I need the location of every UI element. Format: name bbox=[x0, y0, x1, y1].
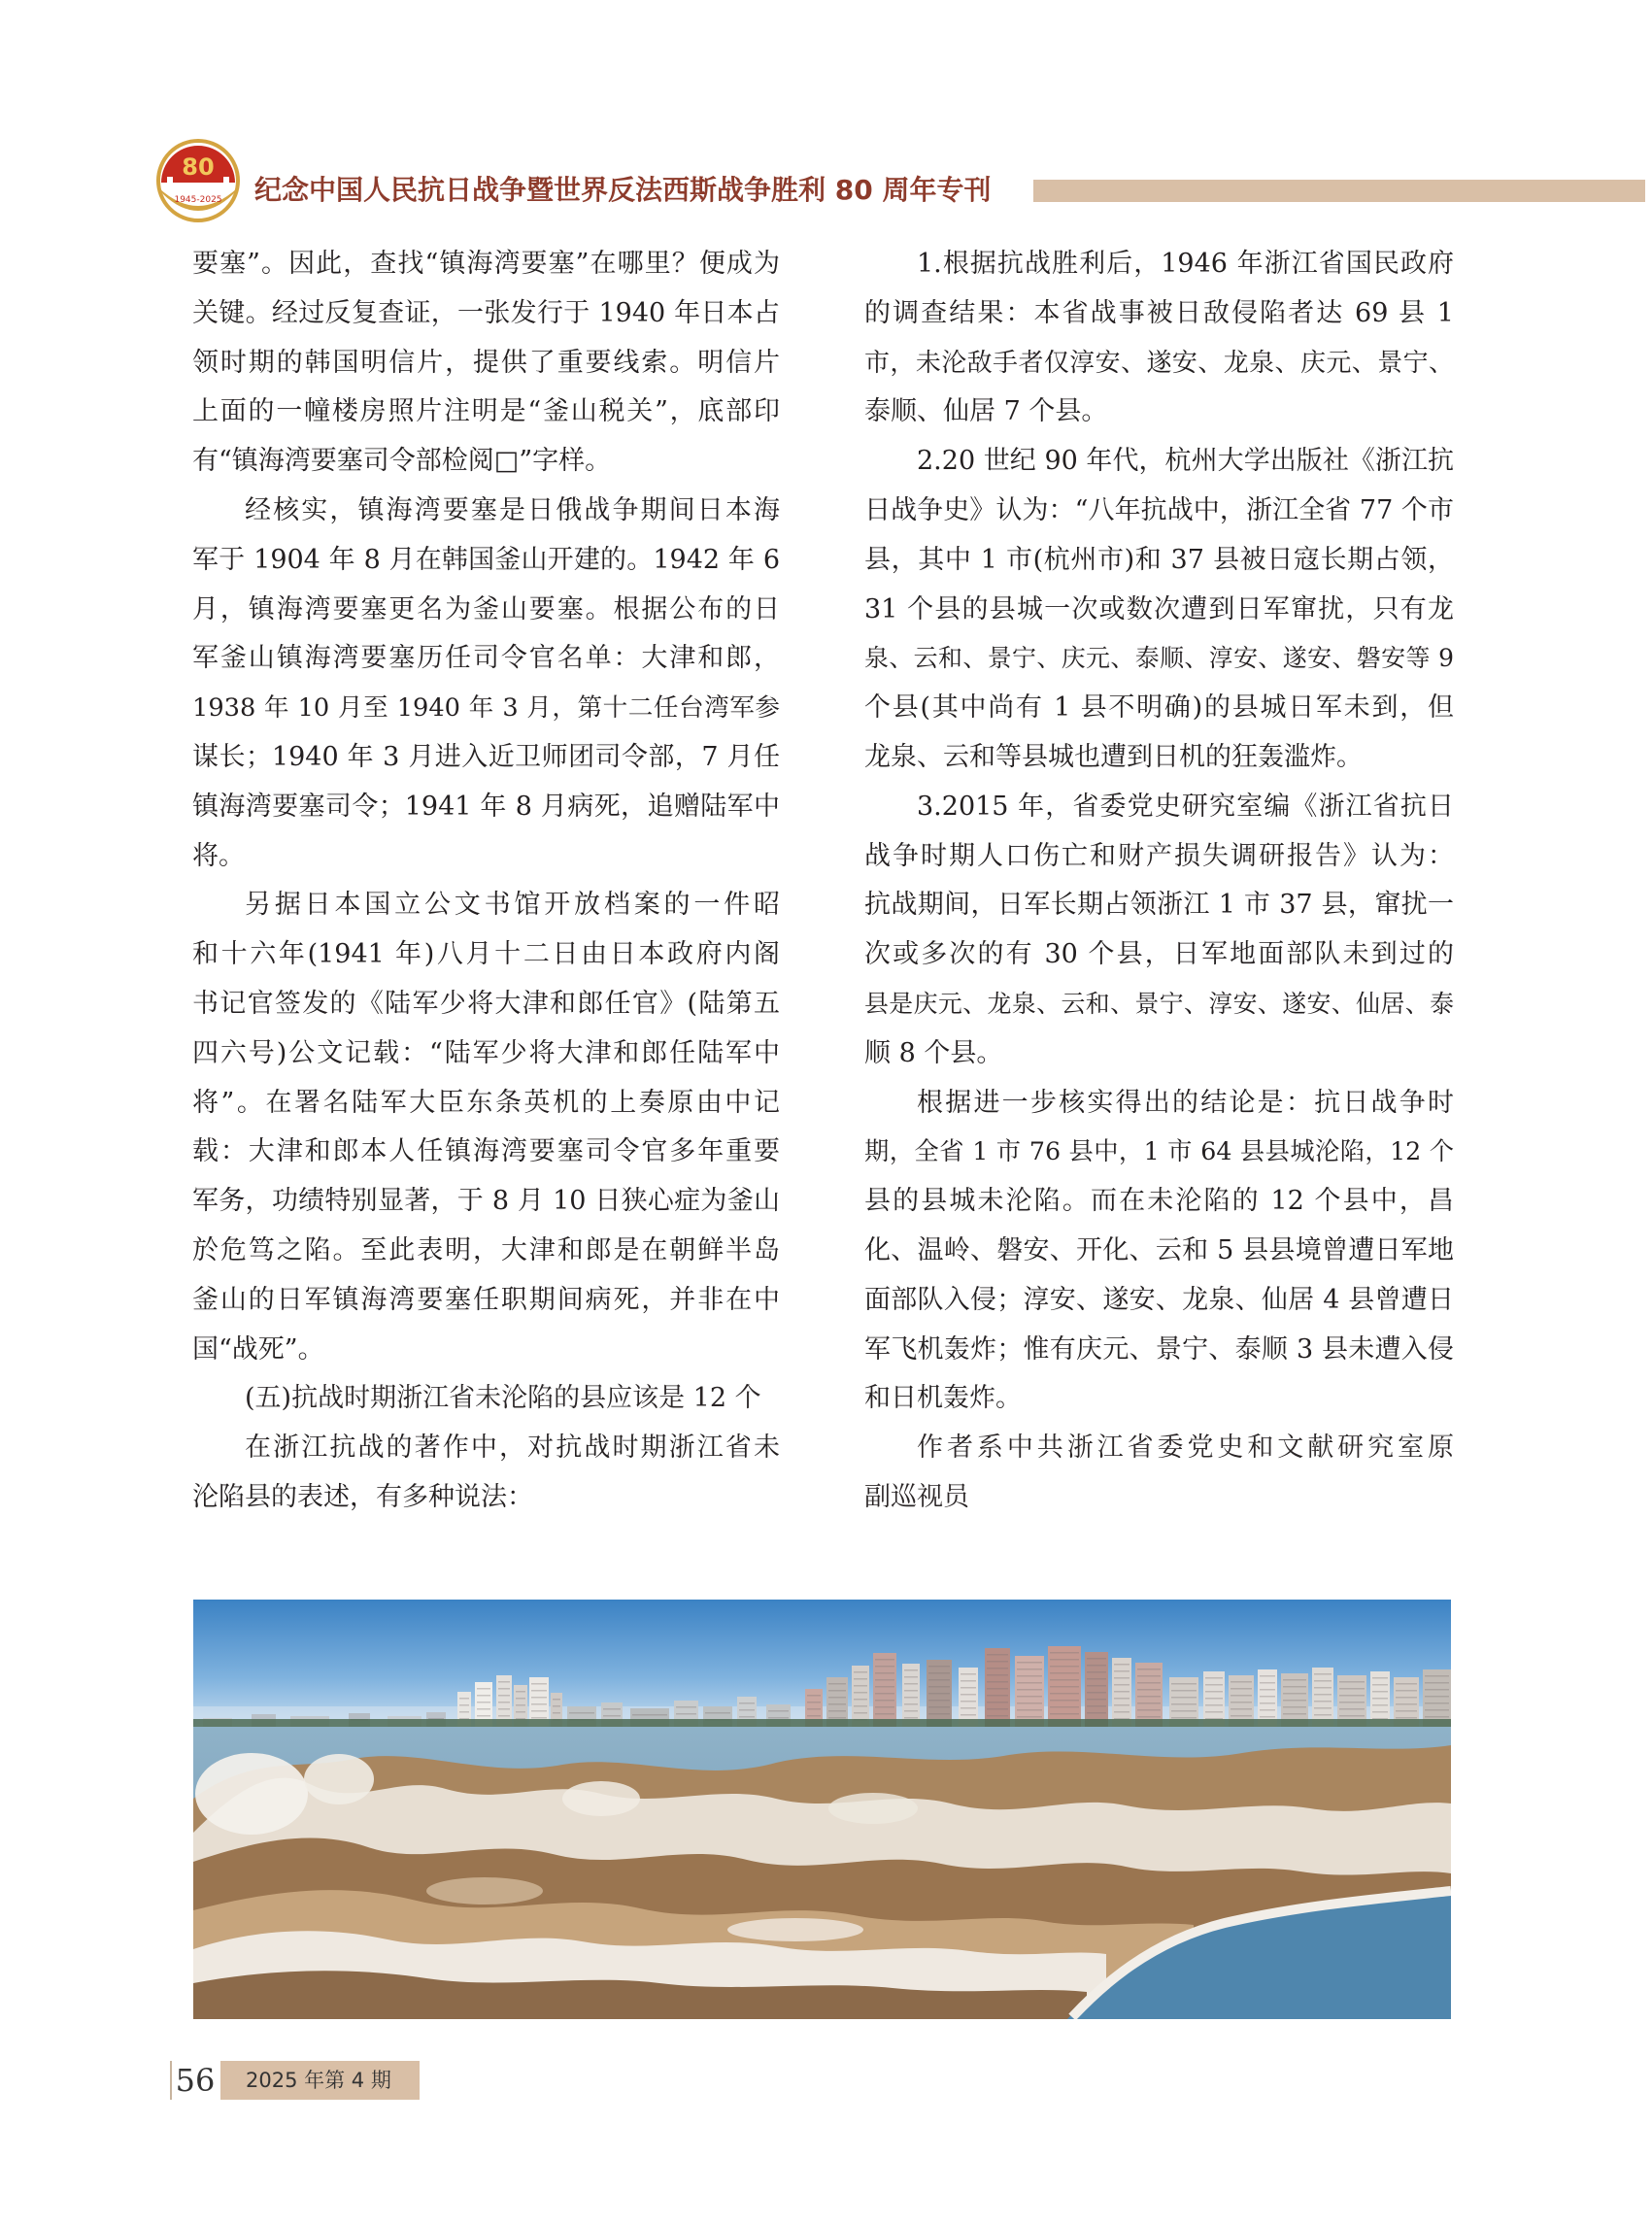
window-row bbox=[987, 1654, 1008, 1656]
window-row bbox=[987, 1715, 1008, 1717]
text-line: 3.2015 年，省委党史研究室编《浙江省抗日 bbox=[917, 791, 1454, 822]
window-row bbox=[1260, 1702, 1275, 1704]
text-line: 沦陷县的表述，有多种说法： bbox=[192, 1481, 533, 1512]
window-row bbox=[477, 1702, 490, 1703]
window-row bbox=[553, 1705, 560, 1707]
page-number: 56 bbox=[170, 2061, 219, 2100]
window-row bbox=[1339, 1681, 1365, 1683]
text-line: 有“镇海湾要塞司令部检阅□”字样。 bbox=[192, 446, 612, 477]
window-row bbox=[1017, 1682, 1042, 1684]
window-row bbox=[1205, 1698, 1223, 1700]
window-row bbox=[498, 1715, 510, 1717]
paragraph bbox=[192, 881, 780, 1374]
text-line: 抗战期间，日军长期占领浙江 1 市 37 县，窜扰一 bbox=[864, 890, 1454, 921]
text-line: 关键。经过反复查证，一张发行于 1940 年日本占 bbox=[192, 297, 780, 328]
window-row bbox=[531, 1717, 547, 1719]
window-row bbox=[1372, 1698, 1388, 1700]
window-row bbox=[875, 1659, 894, 1661]
window-row bbox=[1396, 1710, 1417, 1712]
window-row bbox=[1114, 1664, 1129, 1666]
text-line: 上面的一幢楼房照片注明是“釜山税关”，底部印 bbox=[192, 396, 780, 427]
window-row bbox=[928, 1679, 950, 1681]
window-row bbox=[1396, 1717, 1417, 1719]
window-row bbox=[531, 1703, 547, 1705]
paragraph bbox=[864, 783, 1454, 1079]
building bbox=[1135, 1663, 1163, 1728]
window-row bbox=[1372, 1691, 1388, 1693]
window-row bbox=[498, 1681, 510, 1683]
text-line: 县的县城未沦陷。而在未沦陷的 12 个县中，昌 bbox=[864, 1186, 1454, 1217]
paragraph bbox=[864, 1079, 1454, 1425]
window-row bbox=[1050, 1679, 1079, 1681]
window-row bbox=[1137, 1675, 1161, 1677]
window-row bbox=[498, 1695, 510, 1697]
window-row bbox=[854, 1678, 867, 1680]
text-line: 书记官签发的《陆军少将大津和郎任官》(陆第五 bbox=[192, 988, 780, 1019]
text-line: 顺 8 个县。 bbox=[864, 1037, 1003, 1068]
window-row bbox=[904, 1683, 918, 1685]
splash bbox=[195, 1753, 308, 1835]
window-row bbox=[1260, 1716, 1275, 1718]
window-row bbox=[987, 1661, 1008, 1663]
window-row bbox=[1231, 1708, 1252, 1710]
logo-number: 80 bbox=[182, 153, 215, 181]
window-row bbox=[1231, 1681, 1252, 1683]
splash bbox=[562, 1781, 640, 1816]
window-row bbox=[739, 1702, 755, 1704]
window-row bbox=[1205, 1677, 1223, 1679]
window-row bbox=[1114, 1704, 1129, 1706]
special-issue-title: 纪念中国人民抗日战争暨世界反法西斯战争胜利 80 周年专刊 bbox=[254, 174, 992, 206]
window-row bbox=[928, 1693, 950, 1695]
window-row bbox=[904, 1697, 918, 1699]
window-row bbox=[676, 1706, 696, 1708]
window-row bbox=[961, 1714, 976, 1716]
window-row bbox=[1314, 1707, 1332, 1709]
building bbox=[959, 1668, 978, 1728]
window-row bbox=[928, 1666, 950, 1668]
window-row bbox=[1260, 1709, 1275, 1711]
window-row bbox=[516, 1691, 525, 1693]
text-line: 次或多次的有 30 个县，日军地面部队未到过的 bbox=[864, 939, 1454, 970]
window-row bbox=[1050, 1706, 1079, 1708]
text-line: 於危笃之陷。至此表明，大津和郎是在朝鲜半岛 bbox=[192, 1234, 780, 1265]
window-row bbox=[987, 1681, 1008, 1683]
text-line: 期，全省 1 市 76 县中，1 市 64 县县城沦陷，12 个 bbox=[864, 1137, 1454, 1166]
window-row bbox=[1087, 1692, 1106, 1694]
window-row bbox=[1017, 1689, 1042, 1691]
text-line: 日战争史》认为：“八年抗战中，浙江全省 77 个市 bbox=[864, 494, 1454, 525]
window-row bbox=[828, 1697, 846, 1699]
window-row bbox=[807, 1702, 821, 1703]
window-row bbox=[1017, 1675, 1042, 1677]
window-row bbox=[603, 1715, 621, 1717]
window-row bbox=[1339, 1695, 1365, 1697]
window-row bbox=[1050, 1659, 1079, 1661]
header-band bbox=[1033, 180, 1645, 202]
window-row bbox=[1050, 1693, 1079, 1695]
window-row bbox=[1231, 1695, 1252, 1697]
window-row bbox=[1050, 1700, 1079, 1702]
window-row bbox=[739, 1709, 755, 1711]
building bbox=[1085, 1652, 1108, 1728]
window-row bbox=[1314, 1680, 1332, 1682]
text-line: 根据进一步核实得出的结论是：抗日战争时 bbox=[917, 1087, 1454, 1118]
window-row bbox=[1017, 1669, 1042, 1670]
window-row bbox=[875, 1700, 894, 1702]
left-column bbox=[192, 240, 780, 1523]
window-row bbox=[553, 1699, 560, 1701]
window-row bbox=[1283, 1693, 1306, 1695]
window-row bbox=[477, 1695, 490, 1697]
window-row bbox=[553, 1712, 560, 1714]
window-row bbox=[1372, 1684, 1388, 1686]
window-row bbox=[1171, 1690, 1197, 1692]
window-row bbox=[828, 1683, 846, 1685]
issue-label: 2025 年第 4 期 bbox=[220, 2061, 420, 2100]
window-row bbox=[928, 1713, 950, 1715]
text-line: 月，镇海湾要塞更名为釜山要塞。根据公布的日 bbox=[192, 593, 780, 624]
window-row bbox=[961, 1707, 976, 1709]
window-row bbox=[1087, 1699, 1106, 1701]
window-row bbox=[875, 1693, 894, 1695]
window-row bbox=[1283, 1706, 1306, 1708]
author-line: 副巡视员 bbox=[864, 1481, 969, 1512]
window-row bbox=[459, 1704, 469, 1706]
window-row bbox=[1137, 1709, 1161, 1711]
text-line: 军务，功绩特别显著，于 8 月 10 日狭心症为釜山 bbox=[192, 1186, 780, 1217]
text-line: 要塞”。因此，查找“镇海湾要塞”在哪里？便成为 bbox=[192, 249, 780, 279]
window-row bbox=[459, 1711, 469, 1713]
window-row bbox=[1087, 1671, 1106, 1673]
window-row bbox=[854, 1692, 867, 1694]
window-row bbox=[807, 1695, 821, 1697]
window-row bbox=[961, 1680, 976, 1682]
window-row bbox=[1114, 1670, 1129, 1672]
text-line: 县是庆元、龙泉、云和、景宁、淳安、遂安、仙居、泰 bbox=[864, 989, 1454, 1018]
window-row bbox=[1283, 1713, 1306, 1715]
window-row bbox=[1050, 1666, 1079, 1668]
window-row bbox=[531, 1683, 547, 1685]
text-line: 军于 1904 年 8 月在韩国釜山开建的。1942 年 6 bbox=[192, 544, 780, 575]
window-row bbox=[1050, 1652, 1079, 1654]
window-row bbox=[459, 1698, 469, 1700]
paragraph bbox=[192, 487, 780, 881]
window-row bbox=[904, 1703, 918, 1705]
window-row bbox=[1231, 1688, 1252, 1690]
window-row bbox=[875, 1672, 894, 1674]
text-line: 面部队入侵；淳安、遂安、龙泉、仙居 4 县曾遭日 bbox=[864, 1284, 1454, 1315]
text-line: 泉、云和、景宁、庆元、泰顺、淳安、遂安、磐安等 9 bbox=[864, 644, 1454, 673]
window-row bbox=[1137, 1669, 1161, 1670]
window-row bbox=[603, 1708, 621, 1710]
window-row bbox=[1087, 1712, 1106, 1714]
window-row bbox=[1314, 1694, 1332, 1696]
building bbox=[873, 1653, 896, 1728]
qiantang-tide-photo bbox=[193, 1600, 1451, 2019]
window-row bbox=[807, 1715, 821, 1717]
splash bbox=[304, 1754, 374, 1804]
window-row bbox=[1231, 1715, 1252, 1717]
window-row bbox=[1372, 1711, 1388, 1713]
window-row bbox=[1137, 1702, 1161, 1704]
window-row bbox=[632, 1714, 667, 1716]
window-row bbox=[1339, 1702, 1365, 1703]
tree-line bbox=[193, 1719, 1451, 1728]
splash bbox=[828, 1793, 918, 1824]
author-line: 作者系中共浙江省委党史和文献研究室原 bbox=[917, 1433, 1454, 1464]
window-row bbox=[1017, 1716, 1042, 1718]
window-row bbox=[1314, 1714, 1332, 1716]
text-line: 泰顺、仙居 7 个县。 bbox=[864, 396, 1108, 427]
window-row bbox=[1137, 1716, 1161, 1718]
window-row bbox=[1396, 1683, 1417, 1685]
text-line: 龙泉、云和等县城也遭到日机的狂轰滥炸。 bbox=[864, 741, 1363, 772]
window-row bbox=[1205, 1711, 1223, 1713]
window-row bbox=[1260, 1682, 1275, 1684]
window-row bbox=[961, 1687, 976, 1689]
text-line: 军釜山镇海湾要塞历任司令官名单：大津和郎， bbox=[192, 643, 780, 674]
window-row bbox=[1396, 1703, 1417, 1705]
window-row bbox=[531, 1697, 547, 1699]
window-row bbox=[854, 1712, 867, 1714]
heading-line: (五)抗战时期浙江省未沦陷的县应该是 12 个 bbox=[245, 1383, 761, 1414]
building bbox=[852, 1666, 869, 1728]
window-row bbox=[1314, 1673, 1332, 1675]
paragraph bbox=[192, 1424, 780, 1523]
window-row bbox=[987, 1708, 1008, 1710]
window-row bbox=[928, 1686, 950, 1688]
text-line: 军飞机轰炸；惟有庆元、景宁、泰顺 3 县未遭入侵 bbox=[864, 1333, 1454, 1365]
window-row bbox=[1050, 1713, 1079, 1715]
window-row bbox=[1114, 1698, 1129, 1700]
window-row bbox=[1114, 1691, 1129, 1693]
window-row bbox=[1114, 1711, 1129, 1713]
window-row bbox=[1017, 1702, 1042, 1704]
window-row bbox=[1050, 1686, 1079, 1688]
window-row bbox=[1314, 1687, 1332, 1689]
window-row bbox=[768, 1717, 789, 1719]
window-row bbox=[1372, 1704, 1388, 1706]
window-row bbox=[705, 1712, 730, 1714]
window-row bbox=[1171, 1710, 1197, 1712]
window-row bbox=[987, 1688, 1008, 1690]
text-line: 将。 bbox=[192, 840, 245, 871]
section-heading bbox=[192, 1374, 780, 1424]
window-row bbox=[531, 1710, 547, 1712]
window-row bbox=[904, 1690, 918, 1692]
window-row bbox=[516, 1711, 525, 1713]
window-row bbox=[961, 1701, 976, 1702]
window-row bbox=[1314, 1701, 1332, 1702]
window-row bbox=[1205, 1704, 1223, 1706]
text-line: 的调查结果：本省战事被日敌侵陷者达 69 县 1 bbox=[864, 297, 1454, 328]
window-row bbox=[477, 1715, 490, 1717]
window-row bbox=[987, 1702, 1008, 1703]
window-row bbox=[1114, 1677, 1129, 1679]
text-line: 2.20 世纪 90 年代，杭州大学出版社《浙江抗 bbox=[917, 446, 1454, 477]
window-row bbox=[1017, 1662, 1042, 1664]
window-row bbox=[676, 1713, 696, 1715]
window-row bbox=[1137, 1682, 1161, 1684]
window-row bbox=[807, 1708, 821, 1710]
window-row bbox=[1137, 1696, 1161, 1698]
window-row bbox=[875, 1666, 894, 1668]
window-row bbox=[1087, 1705, 1106, 1707]
window-row bbox=[1205, 1684, 1223, 1686]
window-row bbox=[1396, 1690, 1417, 1692]
window-row bbox=[1425, 1696, 1449, 1698]
window-row bbox=[1260, 1696, 1275, 1698]
window-row bbox=[904, 1717, 918, 1719]
window-row bbox=[904, 1669, 918, 1671]
building bbox=[1312, 1668, 1333, 1728]
text-line: 领时期的韩国明信片，提供了重要线索。明信片 bbox=[192, 347, 780, 378]
window-row bbox=[1425, 1716, 1449, 1718]
window-row bbox=[1087, 1665, 1106, 1667]
window-row bbox=[1231, 1702, 1252, 1703]
window-row bbox=[928, 1706, 950, 1708]
window-row bbox=[828, 1690, 846, 1692]
text-line: 谋长；1940 年 3 月进入近卫师团司令部，7 月任 bbox=[192, 741, 780, 772]
text-line: 和十六年(1941 年)八月十二日由日本政府内阁 bbox=[192, 939, 780, 970]
window-row bbox=[1339, 1708, 1365, 1710]
window-row bbox=[1137, 1689, 1161, 1691]
paragraph bbox=[864, 437, 1454, 783]
author-note bbox=[864, 1424, 1454, 1523]
tidal-waves bbox=[193, 1745, 1451, 2019]
window-row bbox=[875, 1713, 894, 1715]
window-row bbox=[1017, 1709, 1042, 1711]
text-line: 另据日本国立公文书馆开放档案的一件昭 bbox=[245, 890, 780, 921]
window-row bbox=[961, 1673, 976, 1675]
window-row bbox=[1396, 1697, 1417, 1699]
window-row bbox=[1425, 1689, 1449, 1691]
window-row bbox=[516, 1704, 525, 1706]
window-row bbox=[1260, 1689, 1275, 1691]
splash bbox=[727, 1918, 863, 1941]
window-row bbox=[1283, 1700, 1306, 1702]
window-row bbox=[1425, 1675, 1449, 1677]
window-row bbox=[1372, 1677, 1388, 1679]
text-line: 个县(其中尚有 1 县不明确)的县城日军未到，但 bbox=[864, 692, 1454, 724]
text-line: 市，未沦敌手者仅淳安、遂安、龙泉、庆元、景宁、 bbox=[864, 348, 1454, 378]
window-row bbox=[1087, 1658, 1106, 1660]
text-line: 县，其中 1 市(杭州市)和 37 县被日寇长期占领， bbox=[864, 544, 1454, 575]
window-row bbox=[569, 1712, 594, 1714]
window-row bbox=[1283, 1686, 1306, 1688]
window-row bbox=[854, 1699, 867, 1701]
building bbox=[1112, 1658, 1131, 1728]
text-line: 载：大津和郎本人任镇海湾要塞司令官多年重要 bbox=[192, 1136, 780, 1167]
window-row bbox=[828, 1710, 846, 1712]
right-column bbox=[864, 240, 1454, 1523]
window-row bbox=[1087, 1685, 1106, 1687]
text-line: 31 个县的县城一次或数次遭到日军窜扰，只有龙 bbox=[864, 593, 1454, 624]
window-row bbox=[1260, 1675, 1275, 1677]
window-row bbox=[854, 1671, 867, 1673]
window-row bbox=[928, 1700, 950, 1702]
window-row bbox=[1050, 1672, 1079, 1674]
window-row bbox=[1171, 1683, 1197, 1685]
text-line: 在浙江抗战的著作中，对抗战时期浙江省未 bbox=[245, 1433, 780, 1464]
window-row bbox=[961, 1694, 976, 1696]
anniversary-logo bbox=[146, 134, 251, 223]
window-row bbox=[987, 1695, 1008, 1697]
window-row bbox=[498, 1708, 510, 1710]
window-row bbox=[828, 1717, 846, 1719]
window-row bbox=[875, 1706, 894, 1708]
window-row bbox=[1205, 1691, 1223, 1693]
window-row bbox=[987, 1674, 1008, 1676]
window-row bbox=[854, 1685, 867, 1687]
window-row bbox=[1283, 1679, 1306, 1681]
paragraph bbox=[192, 240, 780, 487]
text-line: 化、温岭、磐安、开化、云和 5 县县境曾遭日军地 bbox=[864, 1234, 1454, 1265]
window-row bbox=[904, 1676, 918, 1678]
text-line: 1938 年 10 月至 1940 年 3 月，第十二任台湾军参 bbox=[192, 693, 780, 724]
window-row bbox=[1425, 1709, 1449, 1711]
text-line: 釜山的日军镇海湾要塞任职期间病死，并非在中 bbox=[192, 1284, 780, 1315]
window-row bbox=[531, 1690, 547, 1692]
window-row bbox=[875, 1679, 894, 1681]
text-line: 经核实，镇海湾要塞是日俄战争期间日本海 bbox=[245, 494, 780, 525]
window-row bbox=[1425, 1702, 1449, 1704]
window-row bbox=[1171, 1703, 1197, 1705]
window-row bbox=[477, 1688, 490, 1690]
window-row bbox=[1171, 1697, 1197, 1699]
window-row bbox=[498, 1702, 510, 1703]
window-row bbox=[928, 1672, 950, 1674]
text-line: 四六号)公文记载：“陆军少将大津和郎任陆军中 bbox=[192, 1037, 780, 1068]
window-row bbox=[1425, 1682, 1449, 1684]
text-line: 和日机轰炸。 bbox=[864, 1383, 1022, 1414]
splash bbox=[426, 1877, 543, 1905]
window-row bbox=[854, 1705, 867, 1707]
window-row bbox=[987, 1668, 1008, 1669]
window-row bbox=[1087, 1678, 1106, 1680]
window-row bbox=[516, 1698, 525, 1700]
logo-years: 1945-2025 bbox=[174, 195, 222, 205]
photo-canvas bbox=[193, 1600, 1451, 2019]
window-row bbox=[1017, 1696, 1042, 1698]
window-row bbox=[739, 1716, 755, 1718]
text-line: 镇海湾要塞司令；1941 年 8 月病死，追赠陆军中 bbox=[192, 791, 780, 822]
text-line: 国“战死”。 bbox=[192, 1333, 324, 1365]
window-row bbox=[875, 1686, 894, 1688]
window-row bbox=[477, 1708, 490, 1710]
paragraph bbox=[864, 240, 1454, 437]
window-row bbox=[828, 1703, 846, 1705]
text-line: 战争时期人口伤亡和财产损失调研报告》认为： bbox=[864, 840, 1454, 871]
window-row bbox=[1114, 1684, 1129, 1686]
window-row bbox=[768, 1710, 789, 1712]
window-row bbox=[1339, 1715, 1365, 1717]
window-row bbox=[498, 1688, 510, 1690]
text-line: 将”。在署名陆军大臣东条英机的上奏原由中记 bbox=[192, 1087, 780, 1118]
text-line: 1.根据抗战胜利后，1946 年浙江省国民政府 bbox=[917, 249, 1454, 279]
window-row bbox=[1339, 1688, 1365, 1690]
window-row bbox=[1171, 1717, 1197, 1719]
window-row bbox=[904, 1710, 918, 1712]
